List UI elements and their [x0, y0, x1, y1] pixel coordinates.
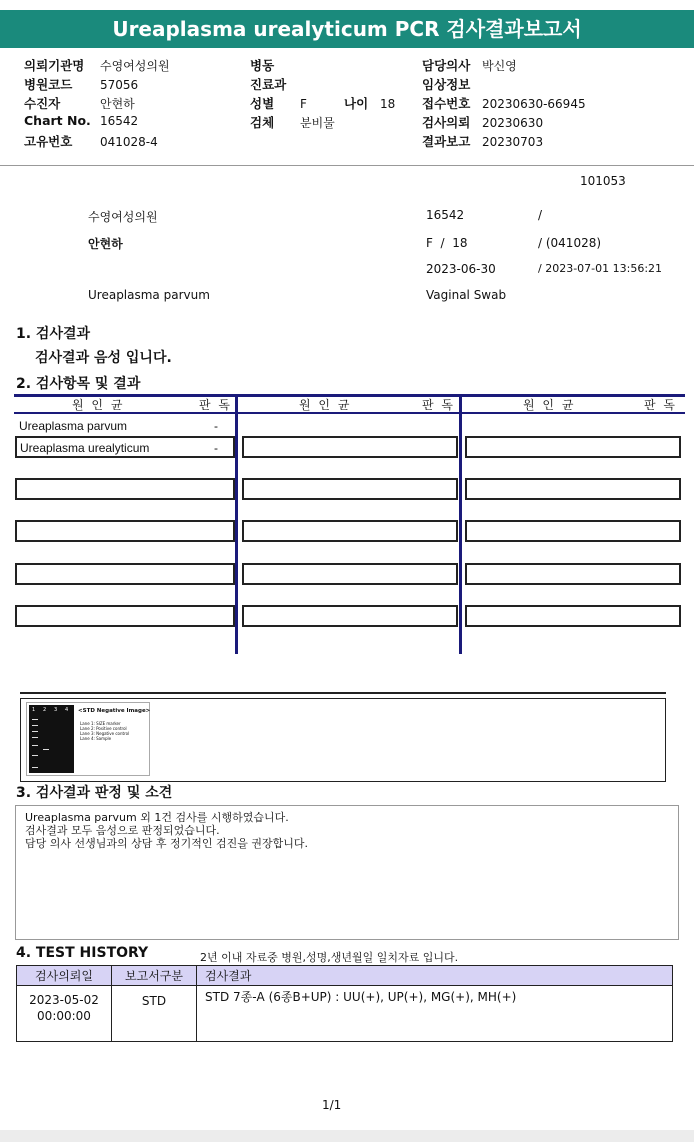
- patient-date: 2023-06-30: [426, 262, 496, 276]
- result-row-empty: [242, 520, 458, 542]
- gel-band: [32, 737, 38, 738]
- section1-title: 1. 검사결과: [16, 326, 91, 342]
- opinion-line: 담당 의사 선생님과의 상담 후 정기적인 검진을 권장합니다.: [25, 837, 308, 850]
- report-code: 101053: [580, 174, 626, 188]
- result-row-empty: [242, 605, 458, 627]
- result-row-2-name: Ureaplasma urealyticum: [20, 441, 150, 455]
- gel-legend-item: Lane 1: SIZE marker: [80, 721, 121, 726]
- result-row-1-result: -: [214, 419, 218, 433]
- report-title: Ureaplasma urealyticum PCR 검사결과보고서: [0, 10, 694, 48]
- gel-band: [32, 767, 38, 768]
- patient-label: 수진자: [24, 96, 61, 111]
- chart-value: 16542: [100, 114, 139, 128]
- age-value: 18: [380, 97, 396, 111]
- request-value: 20230630: [482, 116, 544, 130]
- result-row-empty: [242, 563, 458, 585]
- gel-title: <STD Negative Image>: [78, 708, 151, 714]
- patient-chart: 16542: [426, 208, 465, 222]
- page-number: 1/1: [322, 1098, 342, 1112]
- specimen-label: 검체: [250, 115, 275, 130]
- gel-lane-1: 1: [32, 707, 36, 713]
- chart-label: Chart No.: [24, 113, 91, 128]
- results-col-divider-2: [459, 394, 462, 654]
- doctor-label: 담당의사: [422, 58, 471, 73]
- info-row-doctor: [422, 56, 586, 75]
- hospital-code-value: 57056: [100, 78, 139, 92]
- gel-legend-item: Lane 3: Negative control: [80, 731, 130, 736]
- result-row-2-col3: [465, 436, 681, 458]
- age-label: 나이: [344, 96, 369, 111]
- info-row-patient: [24, 94, 170, 113]
- receipt-label: 접수번호: [422, 96, 471, 111]
- info-mid: [250, 56, 395, 132]
- result-row-2-result: -: [214, 441, 218, 455]
- unique-id-label: 고유번호: [24, 134, 73, 149]
- gel-band: [32, 755, 38, 756]
- report-label: 결과보고: [422, 134, 471, 149]
- page-bottom-band: [0, 1130, 694, 1142]
- unique-id-value: 041028-4: [100, 135, 158, 149]
- gel-legend: [80, 721, 129, 741]
- result-row-empty: [15, 563, 235, 585]
- gel-band: [32, 725, 38, 726]
- sex-label: 성별: [250, 96, 275, 111]
- info-row-clinic: [24, 56, 170, 75]
- result-row-empty: [465, 478, 681, 500]
- col-pathogen-2: 원 인 균: [299, 398, 352, 412]
- info-row-hospital-code: [24, 75, 170, 94]
- gel-legend-item: Lane 4: Sample: [80, 736, 112, 741]
- info-row-dept: [250, 75, 395, 94]
- patient-chart-slash: /: [538, 208, 543, 222]
- result-row-empty: [242, 478, 458, 500]
- history-result: STD 7종-A (6종B+UP) : UU(+), UP(+), MG(+), MH(+): [197, 986, 673, 1042]
- gel-lane-2: 2: [43, 707, 47, 713]
- gel-lane-3: 3: [54, 707, 58, 713]
- info-row-request: [422, 113, 586, 132]
- patient-value: 안현하: [100, 97, 135, 111]
- result-row-empty: [15, 478, 235, 500]
- clinic-label: 의뢰기관명: [24, 58, 85, 73]
- section4-title: 4. TEST HISTORY: [16, 945, 149, 961]
- gel-legend-item: Lane 2: Positive control: [80, 726, 127, 731]
- result-row-empty: [15, 520, 235, 542]
- clinical-label: 임상정보: [422, 77, 471, 92]
- sex-value: F: [300, 97, 307, 111]
- results-col-divider-1: [235, 394, 238, 654]
- result-row-2-col2: [242, 436, 458, 458]
- request-label: 검사의뢰: [422, 115, 471, 130]
- gel-band: [32, 719, 38, 720]
- opinion-line: 검사결과 모두 음성으로 판정되었습니다.: [25, 824, 220, 837]
- gel-image: [29, 705, 74, 773]
- col-judgment-2: 판 독: [422, 398, 455, 412]
- history-date: 2023-05-02: [29, 993, 99, 1007]
- col-pathogen-1: 원 인 균: [72, 398, 125, 412]
- history-col-type: 보고서구분: [112, 966, 197, 986]
- patient-name: 안현하: [88, 237, 123, 251]
- patient-id-short: / (041028): [538, 236, 602, 250]
- section1-summary: 검사결과 음성 입니다.: [35, 350, 172, 366]
- gel-band-positive: [43, 749, 49, 750]
- info-left: [24, 56, 170, 151]
- result-row-1-name: Ureaplasma parvum: [19, 419, 128, 433]
- specimen-value: 분비물: [300, 116, 335, 130]
- history-date-cell: [17, 986, 112, 1042]
- patient-specimen: Vaginal Swab: [426, 288, 507, 302]
- opinion-line: Ureaplasma parvum 외 1건 검사를 시행하였습니다.: [25, 811, 289, 824]
- history-time: 00:00:00: [37, 1009, 91, 1023]
- gel-lane-4: 4: [65, 707, 69, 713]
- info-row-unique-id: [24, 132, 170, 151]
- gel-image-card: [26, 702, 150, 776]
- gel-band: [32, 745, 38, 746]
- gel-band: [32, 731, 38, 732]
- doctor-value: 박신영: [482, 59, 517, 73]
- info-row-sex-age: [250, 94, 395, 113]
- receipt-value: 20230630-66945: [482, 97, 586, 111]
- info-right: [422, 56, 586, 151]
- history-col-date: 검사의뢰일: [17, 966, 112, 986]
- info-row-specimen: [250, 113, 395, 132]
- result-row-empty: [465, 605, 681, 627]
- patient-datetime: / 2023-07-01 13:56:21: [538, 262, 663, 275]
- report-value: 20230703: [482, 135, 544, 149]
- section3-title: 3. 검사결과 판정 및 소견: [16, 785, 173, 801]
- hospital-code-label: 병원코드: [24, 77, 73, 92]
- history-type: STD: [112, 986, 197, 1042]
- section2-title: 2. 검사항목 및 결과: [16, 376, 141, 392]
- patient-organism: Ureaplasma parvum: [88, 288, 210, 302]
- patient-sex-age: F / 18: [426, 236, 468, 250]
- dept-label: 진료과: [250, 77, 287, 92]
- history-col-result: 검사결과: [197, 966, 673, 986]
- history-row: [17, 986, 673, 1042]
- result-row-empty: [465, 520, 681, 542]
- info-row-report: [422, 132, 586, 151]
- clinic-value: 수영여성의원: [100, 59, 170, 73]
- history-table: [16, 965, 673, 1042]
- result-row-empty: [15, 605, 235, 627]
- gel-top-rule: [20, 692, 666, 694]
- col-judgment-1: 판 독: [199, 398, 232, 412]
- history-note: 2년 이내 자료중 병원,성명,생년월일 일치자료 입니다.: [200, 951, 459, 964]
- opinion-box: [15, 805, 679, 940]
- header-divider: [0, 165, 694, 166]
- result-row-empty: [465, 563, 681, 585]
- ward-label: 병동: [250, 58, 275, 73]
- info-row-clinical: [422, 75, 586, 94]
- info-row-receipt: [422, 94, 586, 113]
- col-pathogen-3: 원 인 균: [523, 398, 576, 412]
- col-judgment-3: 판 독: [644, 398, 677, 412]
- info-row-chart: [24, 113, 170, 132]
- patient-clinic: 수영여성의원: [88, 210, 158, 224]
- info-row-ward: [250, 56, 395, 75]
